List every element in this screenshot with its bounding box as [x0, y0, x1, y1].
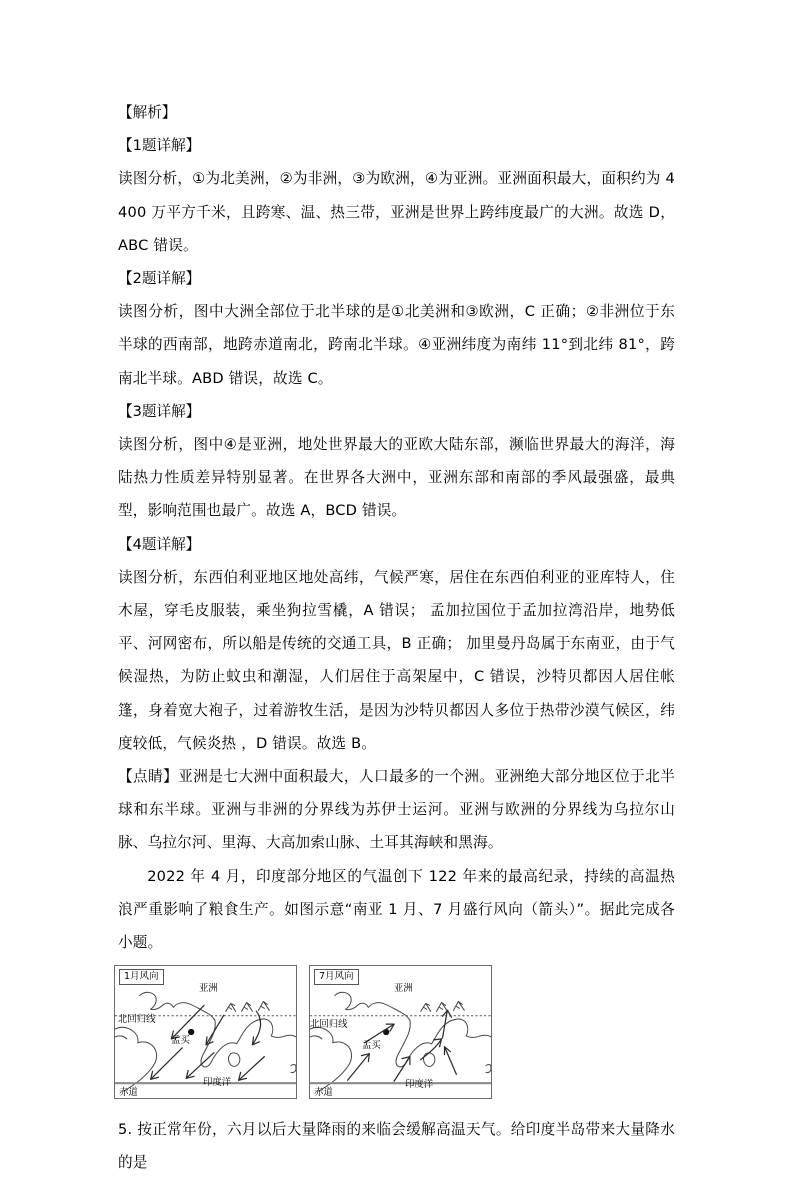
section-body-q1: 读图分析，①为北美洲，②为非洲，③为欧洲，④为亚洲。亚洲面积最大，面积约为 4400 万平方千米，且跨寒、温、热三带，亚洲是世界上跨纬度最广的大洲。故选 D，ABC 错误。 — [118, 170, 675, 254]
map-january-label-asia: 亚洲 — [199, 983, 218, 995]
wind-arrows-january — [151, 1006, 265, 1081]
highlight-paragraph — [118, 760, 675, 860]
next-question-text: 5. 按正常年份，六月以后大量降雨的来临会缓解高温天气。给印度半岛带来大量降水的是 — [118, 1121, 675, 1172]
wind-arrow — [252, 1012, 260, 1045]
section-heading-q3: 【3题详解】 — [118, 402, 201, 420]
map-july — [309, 965, 492, 1099]
figure-south-asia-winds — [114, 965, 675, 1099]
map-july-label-asia: 亚洲 — [394, 983, 413, 995]
mountain-range-icon — [226, 1002, 270, 1012]
wind-arrow — [171, 1006, 204, 1039]
map-january-label-mumbai: 孟买 — [171, 1035, 190, 1047]
highlight-heading: 【点睛】 — [118, 768, 179, 786]
wind-arrow — [445, 1047, 457, 1075]
section-body-q2: 读图分析，图中大洲全部位于北半球的是①北美洲和③欧洲，C 正确；②非洲位于东半球的西南部，地跨赤道南北，跨南北半球。④亚洲纬度为南纬 11°到北纬 81°，跨南北半球。ABD 错误，故选 C。 — [118, 303, 675, 387]
map-july-label-ocean: 印度洋 — [405, 1079, 434, 1091]
section-heading-q1: 【1题详解】 — [118, 137, 201, 155]
map-january-label-tropic: 北回归线 — [118, 1014, 156, 1026]
mountain-range-icon — [421, 1002, 465, 1012]
map-january-label-ocean: 印度洋 — [203, 1077, 232, 1089]
map-january-title: 1月风向 — [119, 969, 164, 985]
map-july-label-tropic: 北回归线 — [310, 1019, 348, 1031]
section-body-q3: 读图分析，图中④是亚洲，地处世界最大的亚欧大陆东部，濒临世界最大的海洋，海陆热力性质差异特别显著。在世界各大洲中，亚洲东部和南部的季风最强盛，最典型，影响范围也最广。故选 A，BCD 错误。 — [118, 436, 675, 520]
analysis-heading: 【解析】 — [118, 104, 177, 121]
question-stem: 2022 年 4 月，印度部分地区的气温创下 122 年来的最高纪录，持续的高温热浪严重影响了粮食生产。如图示意“南亚 1 月、7 月盛行风向（箭头）”。据此完成各小题。 — [118, 867, 675, 952]
wind-arrow — [151, 1048, 183, 1080]
wind-arrow — [421, 1039, 442, 1060]
wind-arrow — [443, 1011, 452, 1039]
section-heading-q4: 【4题详解】 — [118, 535, 201, 553]
map-january — [114, 965, 297, 1099]
wind-arrow — [186, 1053, 214, 1079]
section-heading-q2: 【2题详解】 — [118, 270, 201, 288]
section-body-q4: 读图分析，东西伯利亚地区地处高纬，气候严寒，居住在东西伯利亚的亚库特人，住木屋，穿毛皮服装，乘坐狗拉雪橇，A 错误； 孟加拉国位于孟加拉湾沿岸，地势低平、河网密布，所以船是传统的交通工具，B 正确； 加里曼丹岛属于东南亚，由于气候湿热，为防止蚊虫和潮湿，人们居住于高架屋中，C 错误，沙特贝都因人居住帐篷，身着宽大袍子，过着游牧生活，是因为沙特贝都因人多位于热带沙漠气候区，纬度较低，气候炎热 ，D 错误。故选 B。 — [118, 568, 675, 752]
map-july-label-mumbai: 孟买 — [362, 1040, 381, 1052]
map-january-label-equator: 赤道 — [119, 1087, 138, 1099]
map-july-title: 7月风向 — [314, 969, 359, 985]
highlight-body: 亚洲是七大洲中面积最大，人口最多的一个洲。亚洲绝大部分地区位于北半球和东半球。亚洲与非洲的分界线为苏伊士运河。亚洲与欧洲的分界线为乌拉尔山脉、乌拉尔河、里海、大高加索山脉、土耳其海峡和黑海。 — [118, 768, 675, 852]
wind-arrow — [348, 1054, 370, 1081]
wind-arrow — [239, 1057, 265, 1081]
map-july-label-equator: 赤道 — [314, 1087, 333, 1099]
